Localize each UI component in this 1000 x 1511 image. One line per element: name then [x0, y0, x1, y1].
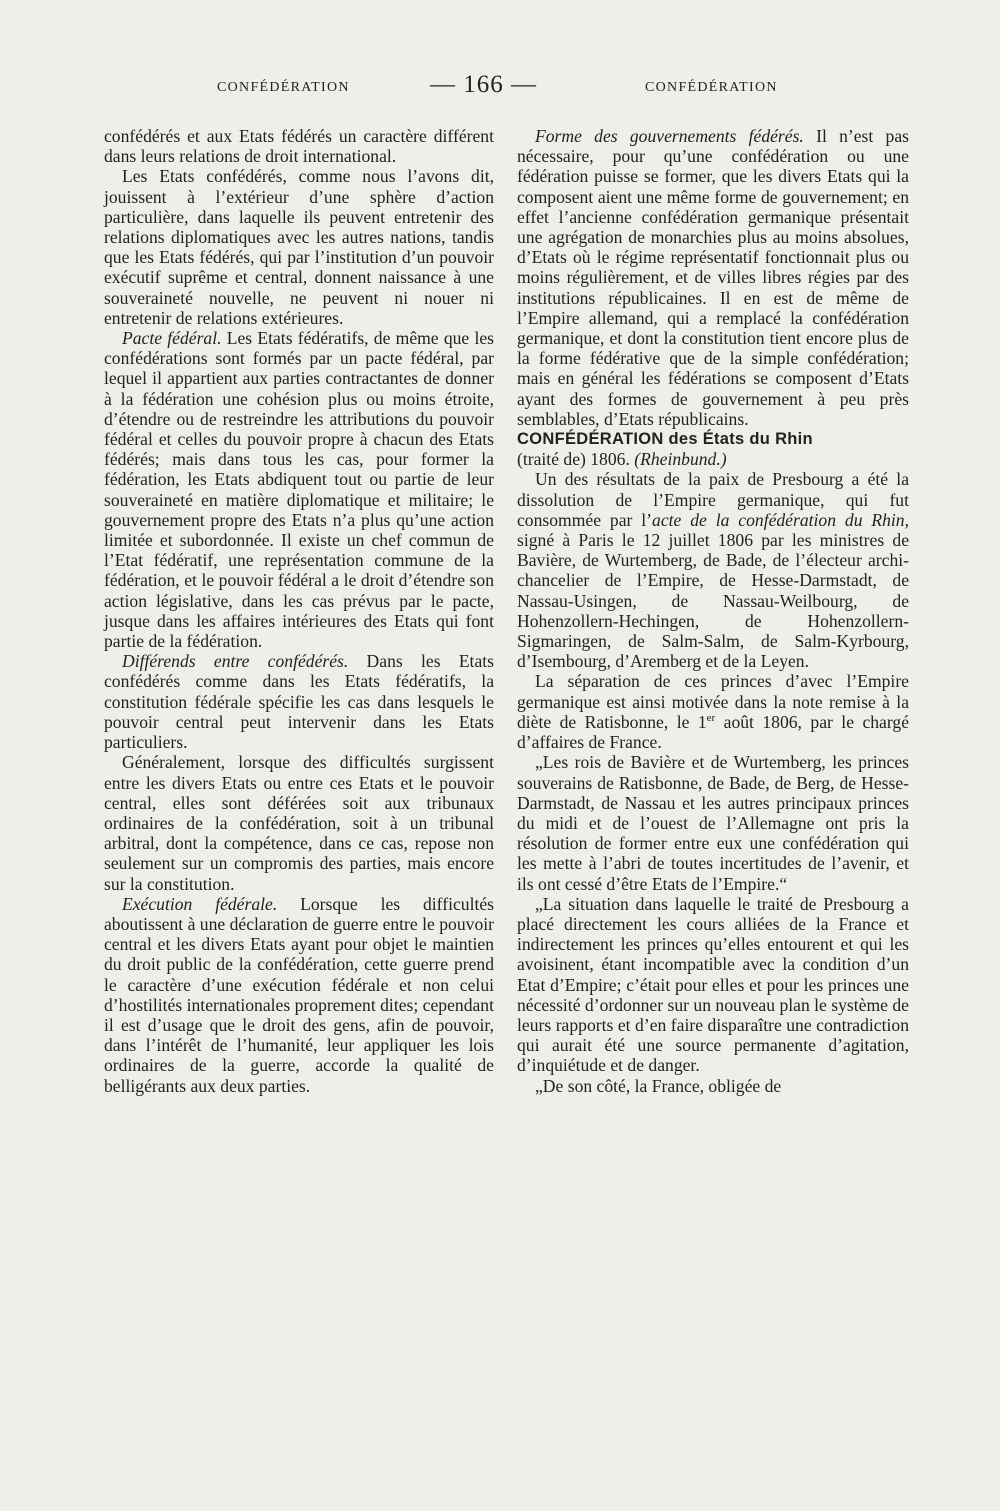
paragraph-text: signé à Paris le 12 juillet 1806 par les ministres de Bavière, de Wurtemberg, de Bade, de l’électeur archi-chancelier de l’Empire, de Hesse-Darmstadt, de Nassau-Usingen, de Nassau-Weilbourg, de Hohenzollern-Hechingen, de Hohenzollern-Sigmaringen, de Salm-Salm, de Salm-Kyrbourg, d’Isembourg, d’Aremberg et de la Leyen.: [517, 530, 909, 672]
left-column: [104, 126, 494, 1096]
paragraph-text: Lorsque les difficultés aboutissent à une déclaration de guerre entre le pouvoir central et les divers Etats ayant pour objet le maintien du droit public de la confédération, cette guerre prend le caractère d’une exécution fédérale et non celui d’hostilités internationales proprement dites; cependant il est d’usage que le droit des gens, afin de pouvoir, dans l’intérêt de l’humanité, leur appliquer les lois ordinaires de la guerre, accorde la qualité de belligérants aux deux parties.: [104, 893, 494, 1096]
paragraph-text: Les Etats fédératifs, de même que les confédérations sont formés par un pacte fédéral, par lequel il appartient aux parties contractantes de donner à la fédération une cohésion plus ou moins étroite, d’étendre ou de restreindre les attributions du pouvoir fédéral et celles du pouvoir propre à chacun des Etats fédérés; mais dans tous les cas, pour former la fédération, les Etats abdiquent tout ou partie de leur souveraineté en matière diplomatique et militaire; le gouvernement propre des Etats n’a plus qu’une action limitée et subordonnée. Il existe un chef commun de l’Etat fédératif, une représentation commune de la fédération, et le pouvoir fédéral a le droit d’étendre son action législative, dans les cas prévus par le pacte, jusque dans les affaires intérieures des Etats qui font partie de la fédération.: [104, 328, 495, 652]
quote-paragraph: „La situation dans laquelle le traité de Presbourg a placé directement les cours alliées de la France et indirectement les princes qu’elles entourent et qui les avoisinent, étant incompatible avec la condition d’un Etat d’Empire; c’était pour elles et pour les princes une nécessité d’ordonner sur un nouveau plan le système de leurs rapports et d’en faire disparaître une contradiction qui aurait été une source permanente d’agitation, d’inquiétude et de danger.: [517, 893, 909, 1076]
paragraph-execution: [104, 894, 494, 1096]
paragraph: [517, 671, 909, 752]
section-title: CONFÉDÉRATION des États du Rhin: [517, 430, 813, 449]
paragraph: confédérés et aux Etats fédérés un caractère différent dans leurs relations de droit international.: [104, 126, 494, 167]
right-column: [517, 126, 909, 1096]
section-subtitle-italic: (Rheinbund.): [634, 449, 727, 470]
paragraph: [517, 469, 909, 671]
page-number: — 166 —: [430, 71, 537, 98]
paragraph-heading: Différends entre confédérés.: [122, 651, 349, 672]
paragraph-heading: Forme des gouvernements fédérés.: [535, 126, 804, 146]
paragraph-text: Dans les Etats confédérés comme dans les Etats fédératifs, la constitution fédérale spécifie les cas dans lesquels le pouvoir central peut intervenir dans les Etats particuliers.: [104, 651, 494, 753]
paragraph-pacte-federal: [104, 328, 494, 651]
paragraph-heading: Pacte fédéral.: [122, 328, 222, 349]
superscript: er: [706, 712, 716, 725]
paragraph-heading: Exécution fédérale.: [122, 893, 278, 914]
paragraph-text: La séparation de ces princes d’avec l’Empire germanique est ainsi motivée dans la note remise à la diète de Ratisbonne, le 1: [517, 671, 909, 732]
paragraph-text: août 1806, par le chargé d’affaires de France.: [517, 711, 910, 753]
quote-paragraph: „De son côté, la France, obligée de: [535, 1075, 782, 1096]
header-left-title: CONFÉDÉRATION: [217, 80, 350, 95]
paragraph-text: Il n’est pas nécessaire, pour qu’une confédération ou une fédération puisse se former, que les divers Etats qui la composent aient une même forme de gouvernement; en effet l’ancienne confédération germanique présentait une agrégation de monarchies plus au moins absolues, d’Etats où le régime représentatif fonctionnait plus ou moins régulièrement, et de villes libres régies par des institutions républicaines. Il en est de même de l’Empire allemand, qui a remplacé la confédération germanique, et dont la constitution tient encore plus de la forme fédérative que de la simple confédération; mais en général les fédérations se composent d’Etats ayant des formes de gouvernement à peu près semblables, d’Etats républicains.: [517, 126, 909, 429]
section-subtitle: [517, 449, 909, 469]
header-right-title: CONFÉDÉRATION: [645, 80, 778, 95]
paragraph-differends: [104, 651, 494, 752]
paragraph-text: Un des résultats de la paix de Presbourg a été la dissolution de l’Empire germanique, qui fut consommée par l’: [517, 469, 909, 530]
paragraph: Les Etats confédérés, comme nous l’avons dit, jouissent à l’extérieur d’une sphère d’action particulière, dans laquelle ils peuvent entretenir des relations diplomatiques avec les autres nations, tandis que les Etats fédérés, qui par l’institution d’un pouvoir exécutif suprême et central, donnent naissance à une souveraineté nouvelle, ne peuvent ni nouer ni entretenir de relations extérieures.: [104, 166, 494, 328]
running-header: [100, 72, 920, 108]
quote-paragraph: „Les rois de Bavière et de Wurtemberg, les princes souverains de Ratisbonne, de Bade, de Berg, de Hesse-Darmstadt, de Nassau et les autres principaux princes du midi et de l’ouest de l’Allemagne ont pris la résolution de former entre eux une confédération qui les mette à l’abri de toutes incertitudes de l’avenir, et ils ont cessé d’être Etats de l’Empire.“: [517, 752, 909, 894]
paragraph-forme: [517, 126, 909, 429]
section-subtitle-text: (traité de) 1806.: [517, 449, 635, 470]
paragraph-italic: acte de la confédération du Rhin,: [652, 509, 910, 530]
paragraph: Généralement, lorsque des difficultés surgissent entre les divers Etats ou entre ces Etats et le pouvoir central, elles sont déférées soit aux tribunaux ordinaires de la confédération, soit à un tribunal arbitral, dont la compétence, dans ce cas, repose non seulement sur un compromis des parties, mais encore sur la constitution.: [104, 752, 494, 894]
